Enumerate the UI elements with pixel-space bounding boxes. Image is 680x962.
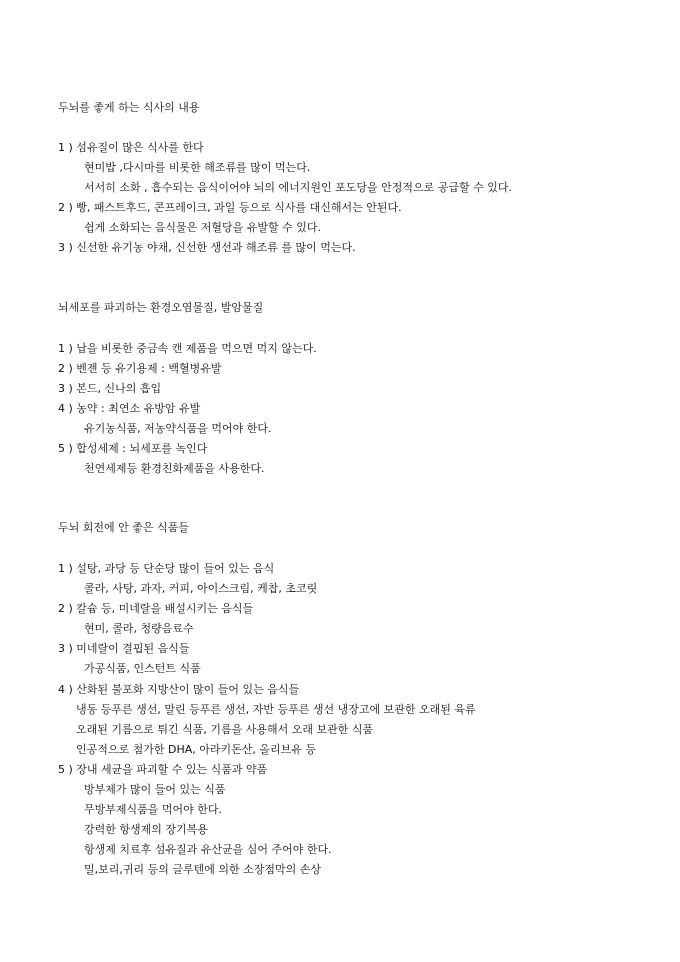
sub-item: 현미밥 ,다시마를 비롯한 해조류를 많이 먹는다. — [84, 161, 311, 174]
numbered-item: 2 ) 칼슘 등, 미네랄을 배설시키는 음식들 — [58, 602, 254, 615]
numbered-item: 5 ) 장내 세균을 파괴할 수 있는 식품과 약품 — [58, 763, 268, 776]
numbered-item: 3 ) 신선한 유기농 야채, 신선한 생선과 해조류 를 많이 먹는다. — [58, 241, 356, 254]
numbered-item: 1 ) 납을 비롯한 중금속 캔 제품을 먹으면 먹지 않는다. — [58, 342, 317, 355]
section-title: 두뇌 회전에 안 좋은 식품들 — [58, 521, 189, 534]
sub-item: 서서히 소화 , 흡수되는 음식이어야 뇌의 에너지원인 포도당을 안정적으로 공급할 수 있다. — [84, 181, 512, 194]
sub-item: 쉽게 소화되는 음식물은 저혈당을 유발할 수 있다. — [84, 221, 321, 234]
sub-item: 현미, 콜라, 청량음료수 — [84, 622, 194, 635]
sub-item: 밀,보리,귀리 등의 글루텐에 의한 소장점막의 손상 — [84, 863, 321, 876]
sub-item: 콜라, 사탕, 과자, 커피, 아이스크림, 케찹, 초코릿 — [84, 582, 318, 595]
sub-item: 무방부제식품을 먹어야 한다. — [84, 803, 223, 816]
numbered-item: 3 ) 본드, 신나의 흡입 — [58, 382, 162, 395]
numbered-item: 2 ) 빵, 패스트후드, 콘프레이크, 과일 등으로 식사를 대신해서는 안된다. — [58, 201, 402, 214]
sub-item: 인공적으로 첨가한 DHA, 아라키돈산, 올리브유 등 — [76, 743, 317, 756]
sub-item: 천연세제등 환경친화제품을 사용한다. — [84, 462, 265, 475]
numbered-item: 4 ) 산화된 불포화 지방산이 많이 들어 있는 음식들 — [58, 683, 300, 696]
numbered-item: 2 ) 벤젠 등 유기용제 : 백혈병유발 — [58, 362, 222, 375]
sub-item: 가공식품, 인스턴트 식품 — [84, 662, 201, 675]
sub-item: 방부제가 많이 들어 있는 식품 — [84, 783, 226, 796]
sub-item: 강력한 항생제의 장기복용 — [84, 823, 208, 836]
numbered-item: 1 ) 설탕, 과당 등 단순당 많이 들어 있는 음식 — [58, 562, 275, 575]
numbered-item: 1 ) 섬유질이 많은 식사를 한다 — [58, 141, 204, 154]
section-title: 두뇌를 좋게 하는 식사의 내용 — [58, 101, 200, 114]
sub-item: 냉동 등푸른 생선, 말린 등푸른 생선, 자반 등푸른 생선 냉장고에 보관한 오래된 육류 — [76, 703, 476, 716]
numbered-item: 5 ) 합성세제 : 뇌세포를 녹인다 — [58, 442, 208, 455]
sub-item: 항생제 치료후 섬유질과 유산균을 심어 주어야 한다. — [84, 843, 332, 856]
numbered-item: 4 ) 농약 : 최연소 유방암 유발 — [58, 402, 201, 415]
sub-item: 오래된 기름으로 튀긴 식품, 기름을 사용해서 오래 보관한 식품 — [76, 723, 374, 736]
section-title: 뇌세포를 파괴하는 환경오염물질, 발암물질 — [58, 301, 264, 314]
sub-item: 유기농식품, 저농약식품을 먹어야 한다. — [84, 422, 272, 435]
numbered-item: 3 ) 미네랄이 결핍된 음식들 — [58, 642, 190, 655]
